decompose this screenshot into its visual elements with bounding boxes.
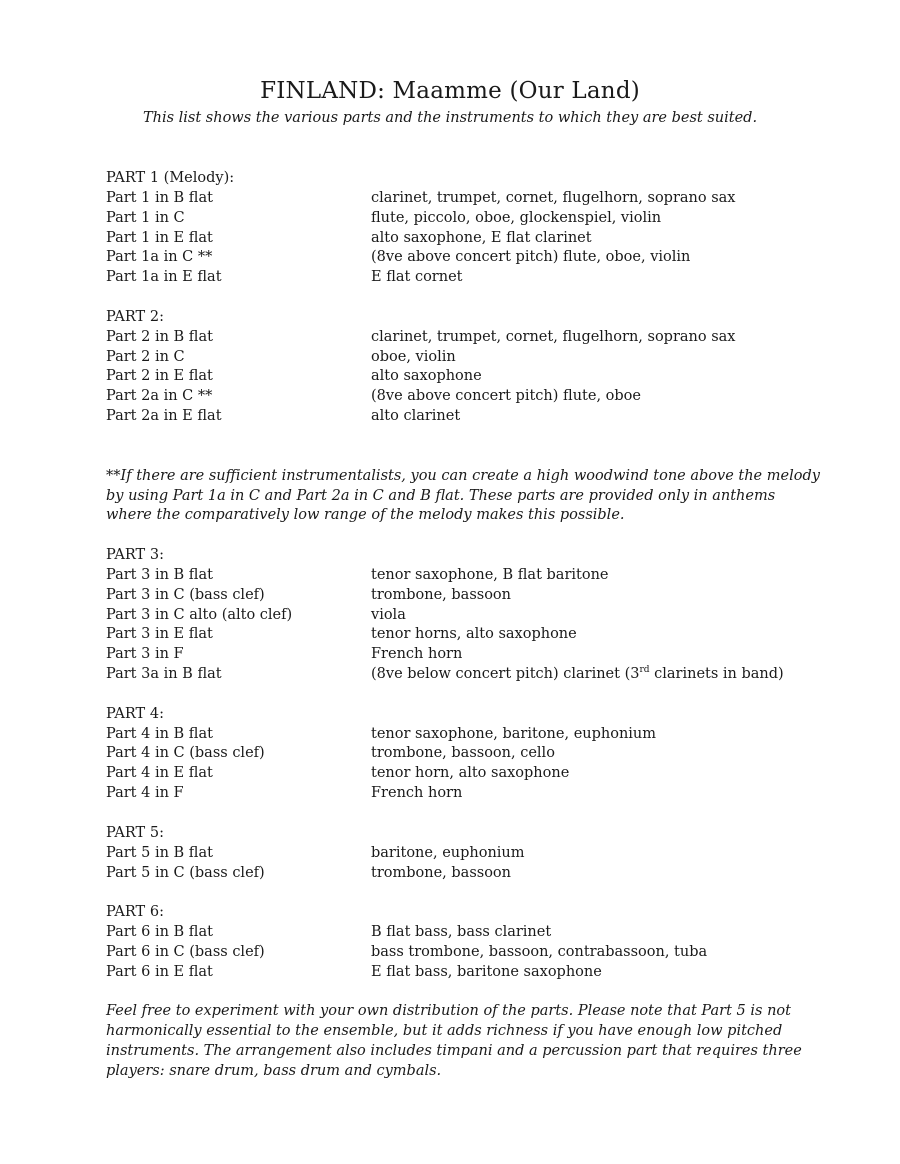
part-instruments: viola xyxy=(371,606,406,623)
part-row xyxy=(106,209,796,229)
part3-heading: PART 3: xyxy=(106,547,164,564)
footnote-line: **If there are sufficient instrumentalists, you can create a high woodwind tone above the melody xyxy=(106,467,820,484)
spacer xyxy=(106,804,796,824)
parts-list xyxy=(106,169,820,1082)
footnote-line: by using Part 1a in C and Part 2a in C and B flat. These parts are provided only in anthems xyxy=(106,487,776,504)
closing-paragraph xyxy=(106,1002,802,1081)
part4-heading: PART 4: xyxy=(106,705,164,722)
closing-line: players: snare drum, bass drum and cymbals. xyxy=(106,1062,442,1079)
part-name: Part 4 in C (bass clef) xyxy=(106,745,265,762)
part-instruments: trombone, bassoon xyxy=(371,864,511,881)
part-name: Part 3 in E flat xyxy=(106,626,213,643)
part-instruments: flute, piccolo, oboe, glockenspiel, violin xyxy=(371,209,662,226)
spacer xyxy=(106,447,796,467)
part-row xyxy=(106,268,796,288)
part-name: Part 2 in B flat xyxy=(106,328,213,345)
spacer xyxy=(106,983,796,1003)
part-name: Part 1 in C xyxy=(106,209,185,226)
part-row xyxy=(106,645,796,665)
document-title: FINLAND: Maamme (Our Land) xyxy=(260,78,640,104)
part-row xyxy=(106,367,796,387)
part-name: Part 4 in F xyxy=(106,785,184,802)
part-row xyxy=(106,665,796,685)
spacer xyxy=(106,526,796,546)
spacer xyxy=(106,288,796,308)
part-instruments: E flat cornet xyxy=(371,269,463,286)
part-row xyxy=(106,586,796,606)
part-name: Part 3 in F xyxy=(106,646,184,663)
part-name: Part 2 in C xyxy=(106,348,185,365)
part-name: Part 1 in B flat xyxy=(106,189,213,206)
part-instruments: tenor saxophone, baritone, euphonium xyxy=(371,725,657,742)
part-row xyxy=(106,963,796,983)
part-instruments: trombone, bassoon xyxy=(371,586,511,603)
part-row xyxy=(106,625,796,645)
footnote-line: where the comparatively low range of the melody makes this possible. xyxy=(106,507,625,524)
document-subtitle: This list shows the various parts and the instruments to which they are best suited. xyxy=(142,110,758,126)
part-instruments: French horn xyxy=(371,646,463,663)
part-name: Part 1a in C ** xyxy=(106,249,213,266)
part-row xyxy=(106,923,796,943)
spacer xyxy=(106,427,796,447)
part-name: Part 1 in E flat xyxy=(106,229,213,246)
part5-heading: PART 5: xyxy=(106,824,164,841)
part-row xyxy=(106,248,796,268)
part-row xyxy=(106,744,796,764)
part-name: Part 6 in B flat xyxy=(106,924,213,941)
part-name: Part 3 in C alto (alto clef) xyxy=(106,606,293,623)
part-name: Part 2a in C ** xyxy=(106,388,213,405)
part-instruments: E flat bass, baritone saxophone xyxy=(371,963,602,980)
part-row xyxy=(106,844,796,864)
part-row xyxy=(106,387,796,407)
part-instruments: alto clarinet xyxy=(371,408,461,425)
part-instruments: (8ve above concert pitch) flute, oboe xyxy=(371,388,641,405)
part-name: Part 6 in C (bass clef) xyxy=(106,943,265,960)
part-name: Part 5 in C (bass clef) xyxy=(106,864,265,881)
part-row xyxy=(106,348,796,368)
part-name: Part 2 in E flat xyxy=(106,368,213,385)
part-instruments: oboe, violin xyxy=(371,348,456,365)
ordinal-suffix: rd xyxy=(639,665,650,676)
instruments-text: (8ve below concert pitch) clarinet (3 xyxy=(371,666,640,683)
part-instruments: baritone, euphonium xyxy=(371,844,525,861)
part-row xyxy=(106,229,796,249)
part-name: Part 3 in C (bass clef) xyxy=(106,586,265,603)
part-row xyxy=(106,407,796,427)
part-row xyxy=(106,784,796,804)
part-row xyxy=(106,189,796,209)
part-row xyxy=(106,566,796,586)
part-row xyxy=(106,606,796,626)
part-name: Part 2a in E flat xyxy=(106,408,222,425)
part-name: Part 6 in E flat xyxy=(106,963,213,980)
part-instruments: tenor horn, alto saxophone xyxy=(371,765,570,782)
part2-heading: PART 2: xyxy=(106,308,164,325)
part-row xyxy=(106,328,796,348)
part-row xyxy=(106,764,796,784)
part-row xyxy=(106,725,796,745)
part6-heading: PART 6: xyxy=(106,904,164,921)
footnote-paragraph xyxy=(106,467,820,527)
part1-heading: PART 1 (Melody): xyxy=(106,170,235,186)
part-instruments: trombone, bassoon, cello xyxy=(371,745,555,762)
closing-line: harmonically essential to the ensemble, but it adds richness if you have enough low pitched xyxy=(106,1023,783,1040)
part-name: Part 5 in B flat xyxy=(106,844,213,861)
spacer xyxy=(106,685,796,705)
part-instruments: tenor saxophone, B flat baritone xyxy=(371,566,609,583)
part-instruments xyxy=(371,665,796,685)
spacer xyxy=(106,883,796,903)
part-name: Part 3a in B flat xyxy=(106,666,222,683)
part-instruments: clarinet, trumpet, cornet, flugelhorn, soprano sax xyxy=(371,189,736,206)
part-name: Part 4 in E flat xyxy=(106,765,213,782)
closing-line: Feel free to experiment with your own distribution of the parts. Please note that Part 5 is not xyxy=(106,1003,791,1020)
part-instruments: (8ve above concert pitch) flute, oboe, violin xyxy=(371,249,691,266)
closing-line: instruments. The arrangement also includes timpani and a percussion part that requires three xyxy=(106,1043,802,1060)
part-instruments: B flat bass, bass clarinet xyxy=(371,924,552,941)
part-instruments: tenor horns, alto saxophone xyxy=(371,626,577,643)
part-instruments: French horn xyxy=(371,785,463,802)
part-instruments: alto saxophone xyxy=(371,368,482,385)
part-instruments: clarinet, trumpet, cornet, flugelhorn, soprano sax xyxy=(371,328,736,345)
part-name: Part 4 in B flat xyxy=(106,725,213,742)
instruments-text: clarinets in band) xyxy=(649,666,784,683)
part-name: Part 1a in E flat xyxy=(106,269,222,286)
part-instruments: bass trombone, bassoon, contrabassoon, tuba xyxy=(371,943,708,960)
part-row xyxy=(106,943,796,963)
part-row xyxy=(106,864,796,884)
part-name: Part 3 in B flat xyxy=(106,566,213,583)
part-instruments: alto saxophone, E flat clarinet xyxy=(371,229,592,246)
